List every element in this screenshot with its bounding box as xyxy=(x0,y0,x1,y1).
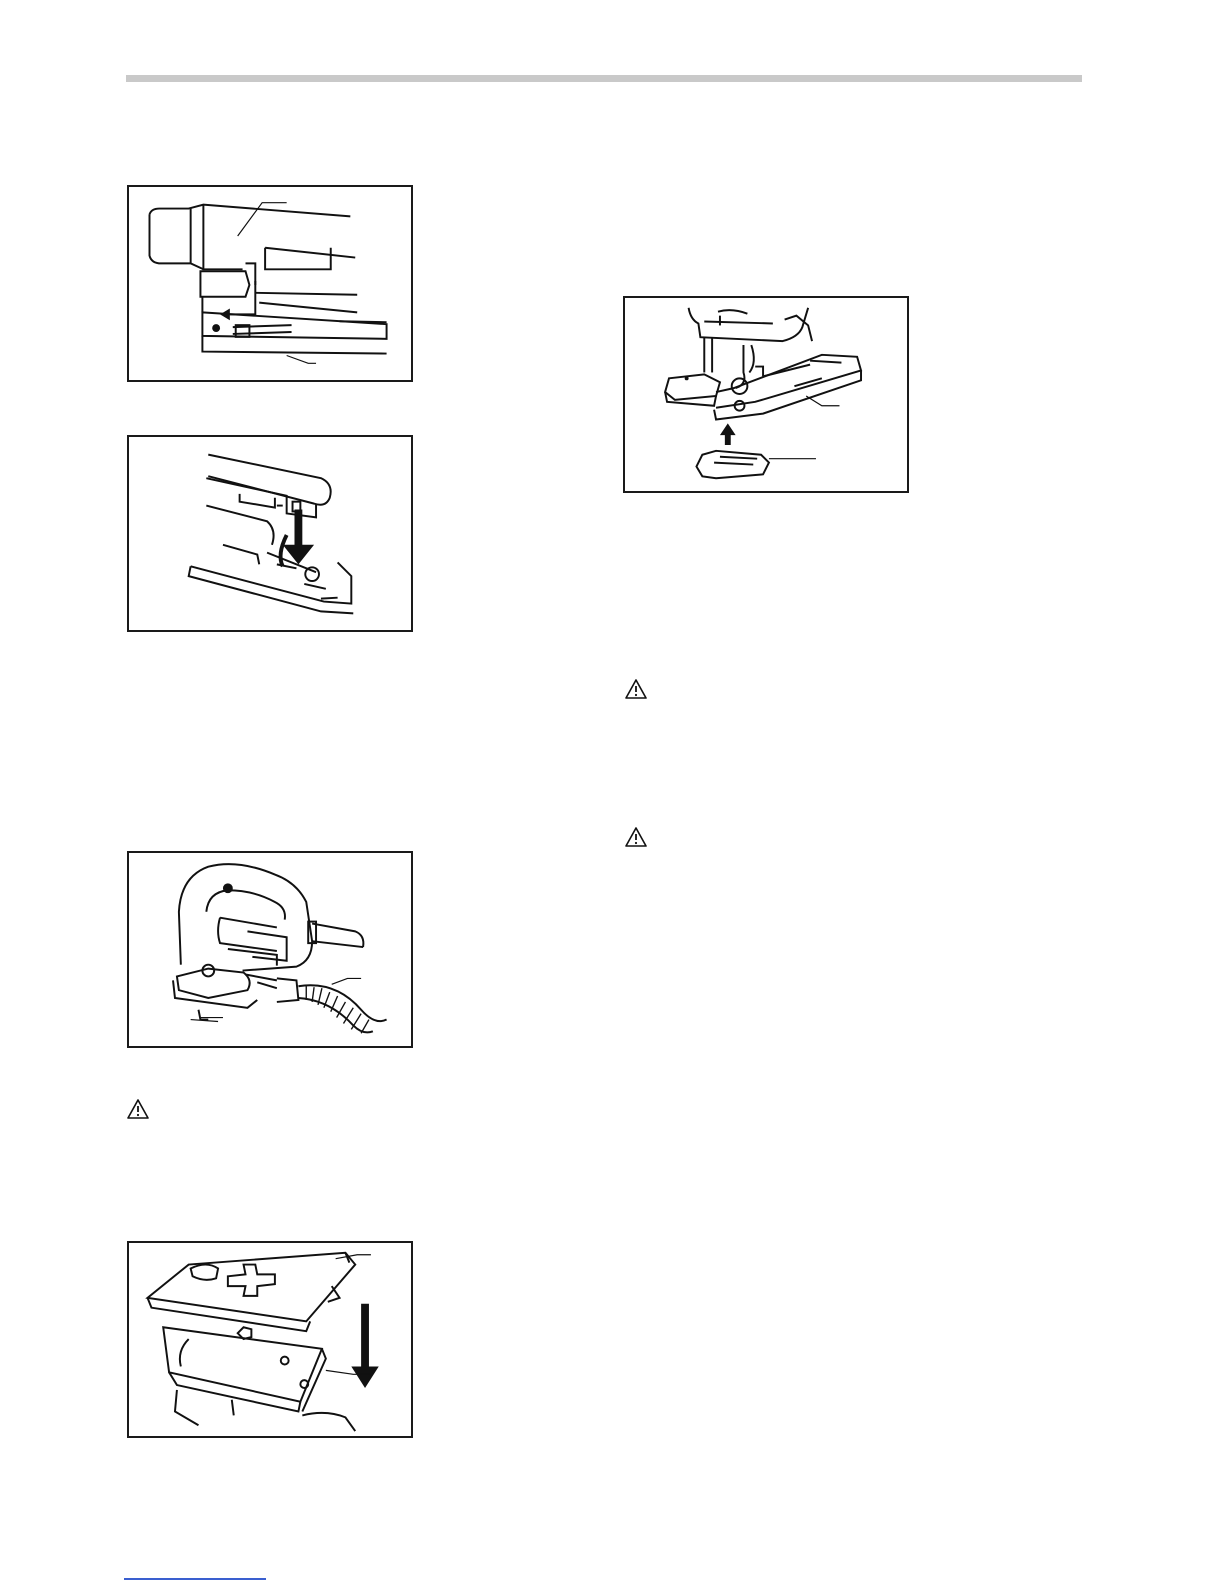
caution-icon xyxy=(126,1098,150,1120)
figure-dust-nozzle-attachment xyxy=(127,185,413,382)
jigsaw-with-hose-diagram xyxy=(129,853,411,1046)
cover-plate-diagram xyxy=(129,1243,411,1436)
dust-nozzle-diagram xyxy=(129,187,411,380)
page-link-underline[interactable] xyxy=(124,1578,266,1580)
figure-cover-plate-installation xyxy=(127,1241,413,1438)
dust-nozzle-insert-diagram xyxy=(129,437,411,630)
caution-icon xyxy=(624,678,648,700)
figure-vacuum-hose-connection xyxy=(127,851,413,1048)
header-rule xyxy=(126,75,1082,82)
figure-dust-nozzle-installation xyxy=(127,435,413,632)
caution-icon xyxy=(624,826,648,848)
figure-anti-splintering-device xyxy=(623,296,909,493)
anti-splinter-diagram xyxy=(625,298,907,491)
